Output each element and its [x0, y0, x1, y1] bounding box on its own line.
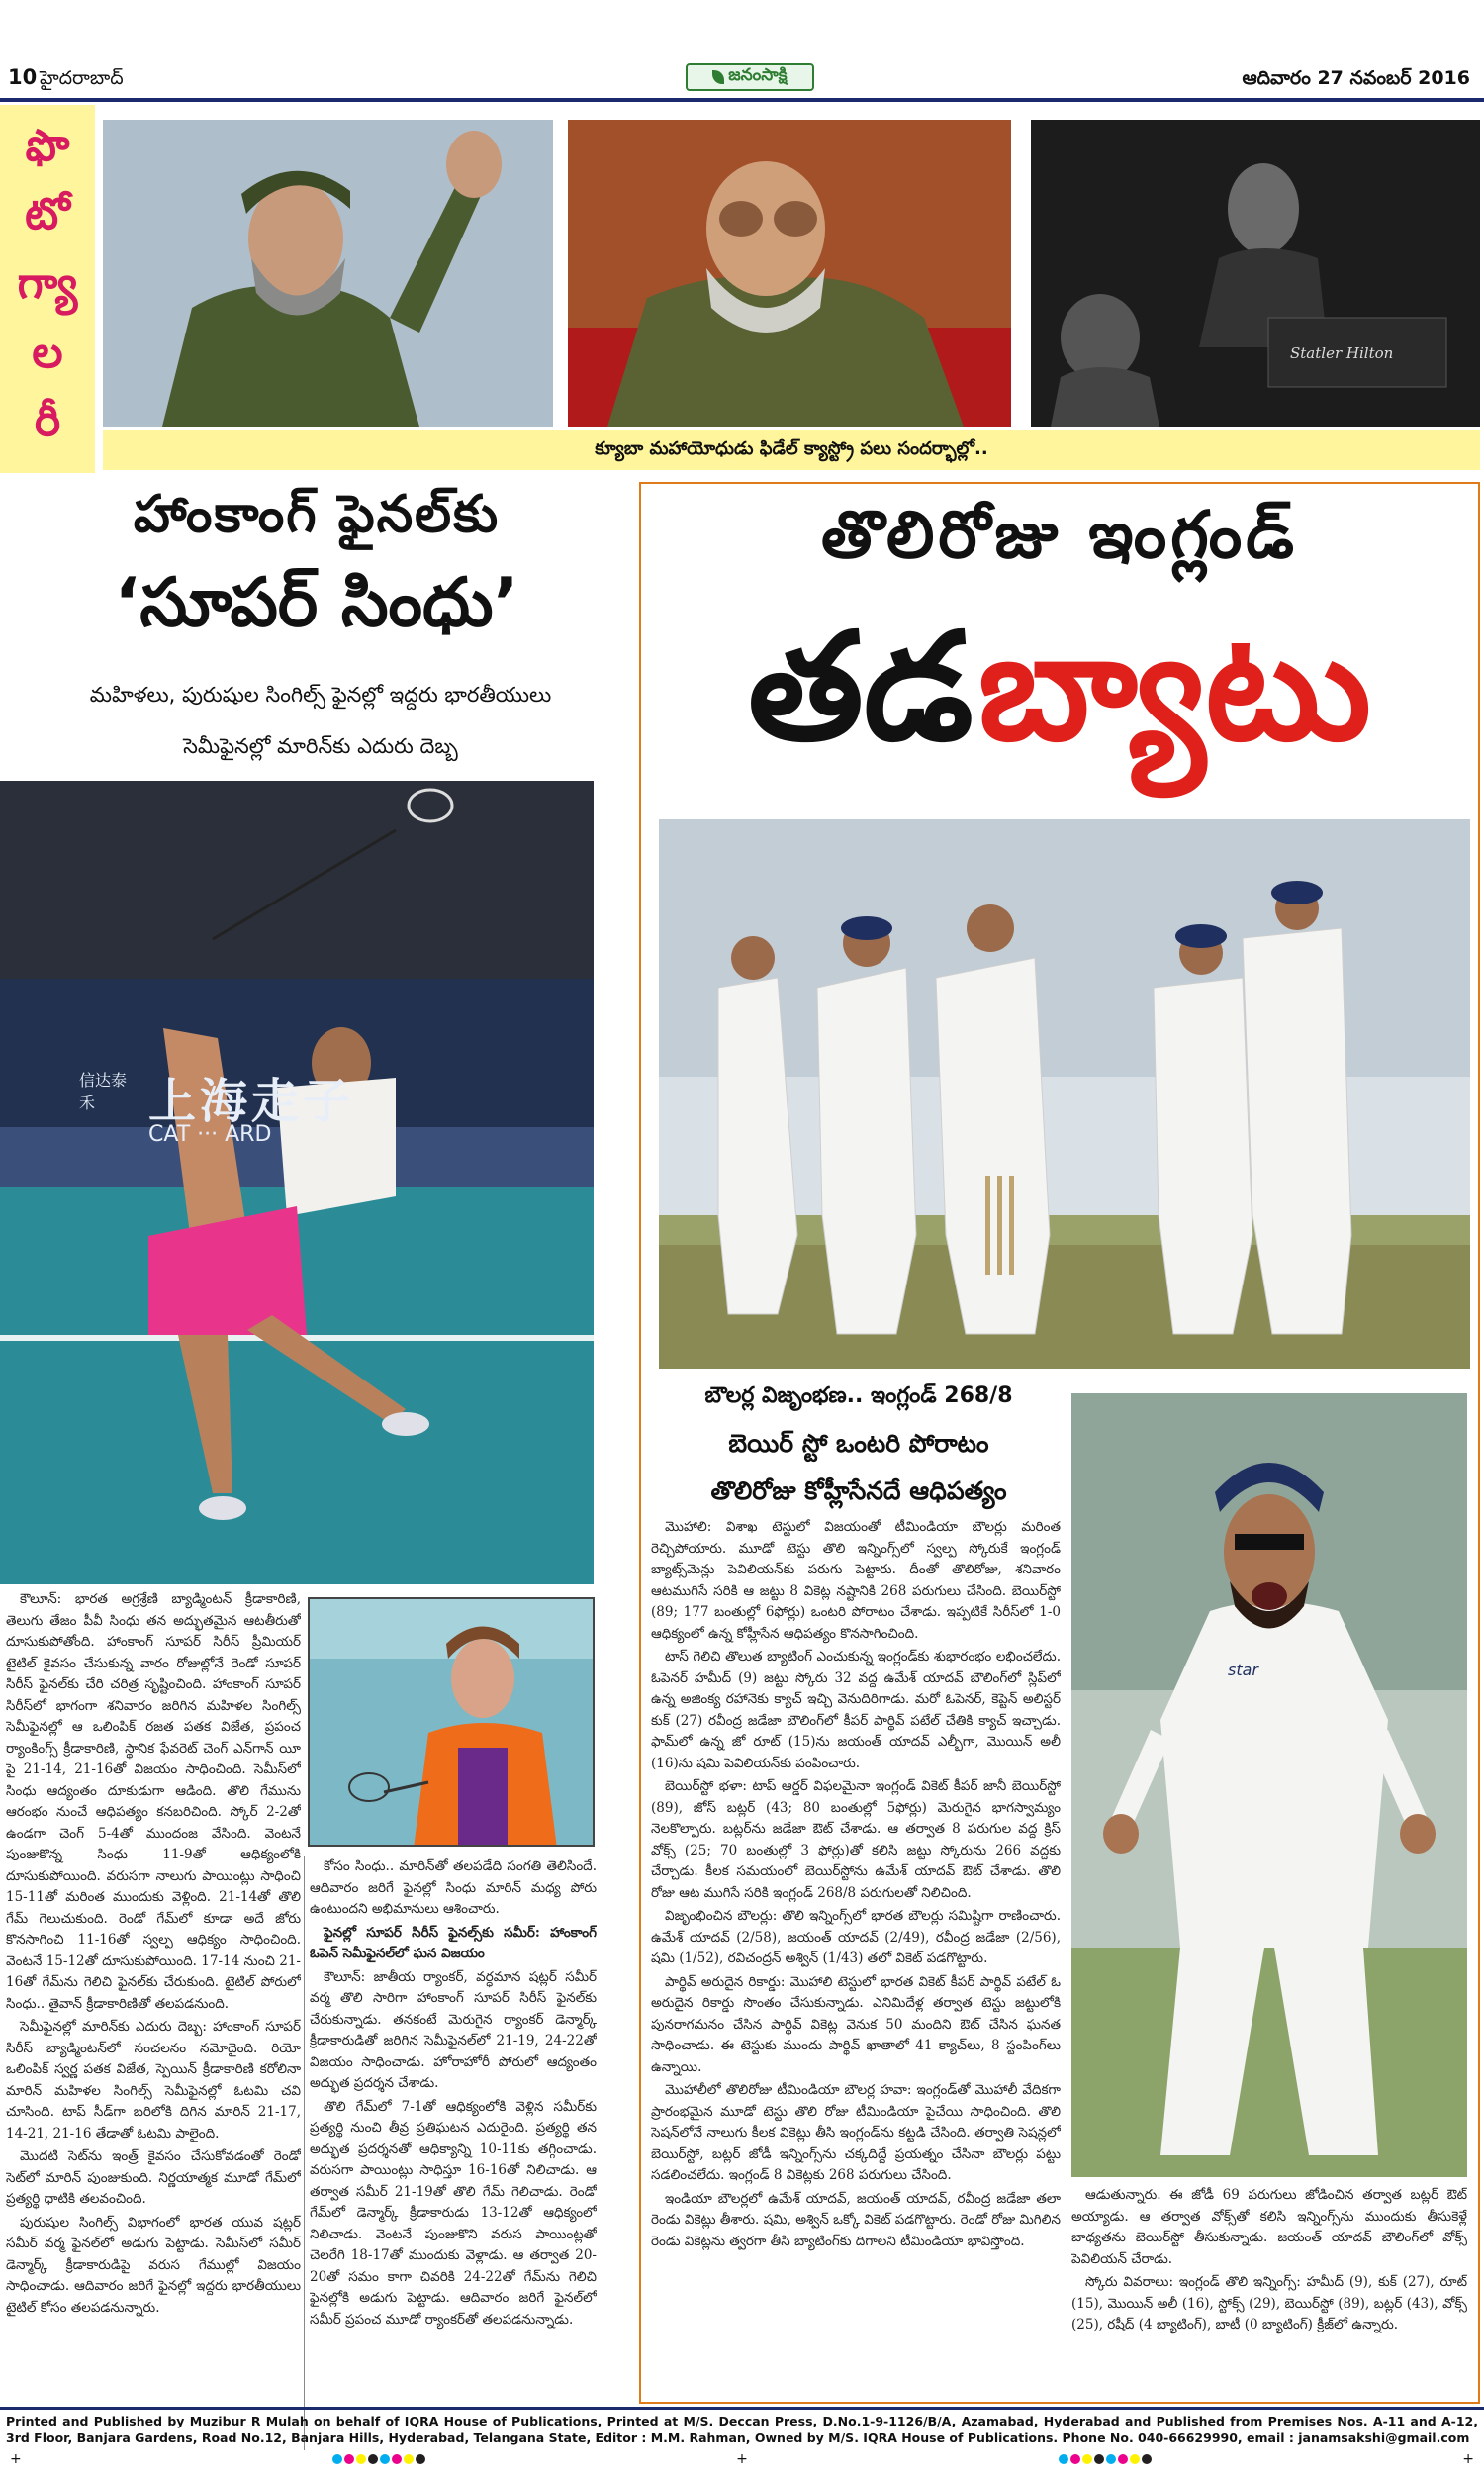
- gallery-label-char: ల: [32, 327, 63, 378]
- kohli-celebration-photo: [1071, 1393, 1467, 2177]
- article-paragraph: పురుషుల సింగిల్స్ విభాగంలో భారత యువ షట్లర్ సమీర్ వర్మ ఫైనల్‌లో అడుగు పెట్టాడు. సెమీస్‌లో సమీర్ డెన్మార్క్ క్రీడాకారుడిపై వరుస గేముల్లో విజయం సాధించాడు. ఆదివారం జరిగే ఫైనల్లో ఇద్దరు భారతీయులు టైటిల్ కోసం తలపడనున్నారు.: [6, 2214, 301, 2316]
- article-paragraph: కౌలూన్: జాతీయ ర్యాంకర్, వర్ధమాన షట్లర్ సమీర్ వర్మ తొలి సారిగా హాంకాంగ్ సూపర్ సిరీస్ ఫైనల్‌కు చేరుకున్నాడు. తనకంటే మెరుగైన ర్యాంకర్ డెన్మార్క్ క్రీడాకారుడితో జరిగిన సెమీఫైనల్‌లో 21-19, 24-22తో విజయం సాధించాడు. హోరాహోరీ పోరులో ఆద్యంతం అద్భుత ప్రదర్శన చేశాడు.: [310, 1968, 597, 2091]
- sindhu-photo: [0, 781, 594, 1584]
- jersey-sponsor-text: star: [1228, 1661, 1258, 1679]
- page-header: [0, 61, 1484, 97]
- article-paragraph: బెయిర్‌స్టో భళా: టాప్ ఆర్డర్ విఫలమైనా ఇంగ్లండ్ వికెట్ కీపర్ జానీ బెయిర్‌స్టో (89), జోస్ బట్లర్ (43; 80 బంతుల్లో 5ఫోర్లు) మెరుగైన భాగస్వామ్యం నెలకొల్పారు. బట్లర్‌ను జడేజా ఔట్ చేశాడు. ఆ తర్వాత 8 పరుగుల వద్ద క్రిస్ వోక్స్ (25; 70 బంతుల్లో 3 ఫోర్లు)తో కలిసి జట్టు స్కోరును 266 వద్దకు చేర్చాడు. కీలక సమయంలో బెయిర్‌స్టోను ఉమేశ్ యాదవ్ ఔట్ చేశాడు. తొలి రోజు ఆట ముగిసే సరికి ఇంగ్లండ్ 268/8 పరుగులతో నిలిచింది.: [651, 1778, 1061, 1901]
- india-team-celebration-photo: [659, 819, 1470, 1369]
- article-paragraph: మొహాలి: విశాఖ టెస్టులో విజయంతో టీమిండియా బౌలర్లు మరింత రెచ్చిపోయారు. మూడో టెస్టు తొలి ఇన్నింగ్స్‌లో స్వల్ప స్కోరుకే ఇంగ్లండ్ బ్యాట్స్‌మెన్లు పెవిలియన్‌కు పరుగు పెట్టారు. దీంతో తొలిరోజు, శనివారం ఆటముగిసే సరికి ఆ జట్టు 8 వికెట్ల నష్టానికి 268 పరుగులు చేసింది. బెయిర్‌స్టో (89; 177 బంతుల్లో 6ఫోర్లు) ఒంటరి పోరాటం చేశాడు. ఇప్పటికే సిరీస్‌లో 1-0 ఆధిక్యంలో ఉన్న కోహ్లీసేన ఆధిపత్యం కొనసాగించింది.: [651, 1519, 1061, 1642]
- right-story-narrow: [1071, 2185, 1467, 2398]
- article-paragraph: ఇండియా బౌలర్లలో ఉమేశ్ యాదవ్, జయంత్ యాదవ్, రవీంద్ర జడేజా తలా రెండు వికెట్లు తీశారు. షమి, అశ్విన్ ఒక్కో వికెట్ పడగొట్టారు. రెండో రోజు మిగిలిన రెండు వికెట్లను త్వరగా తీసి బ్యాటింగ్‌కు దిగాలని టీమిండియా భావిస్తోంది.: [651, 2190, 1061, 2249]
- color-swatch-strip: [332, 2454, 425, 2464]
- right-deck-1: బౌలర్ల విజృంభణ.. ఇంగ్లండ్ 268/8: [704, 1383, 1013, 1408]
- left-headline-2: ‘సూపర్ సింధు’: [114, 564, 519, 642]
- article-paragraph: మొహాలీలో తొలిరోజు టీమిండియా బౌలర్ల హవా: ఇంగ్లండ్‌తో మొహాలీ వేదికగా ప్రారంభమైన మూడో టెస్టు తొలి రోజు టీమిండియా పైచేయి సాధించింది. తొలి సెషన్‌లోనే నాలుగు కీలక వికెట్లు తీసి ఇంగ్లండ్‌ను కట్టడి చేసింది. తర్వాతి సెషన్లలో బెయిర్‌స్టో, బట్లర్ జోడీ ఇన్నింగ్స్‌ను చక్కదిద్దే ప్రయత్నం చేసినా బౌలర్లు పట్టు సడలించలేదు. ఇంగ్లండ్ 8 వికెట్లకు 268 పరుగులు చేసింది.: [651, 2082, 1061, 2183]
- leaf-icon: [712, 70, 724, 84]
- color-swatch-strip: [1059, 2454, 1152, 2464]
- article-paragraph: ఆడుతున్నారు. ఈ జోడీ 69 పరుగులు జోడించిన తర్వాత బట్లర్ ఔట్ అయ్యాడు. ఆ తర్వాత వోక్స్‌తో కలిసి ఇన్నింగ్స్‌ను ముందుకు తీసుకెళ్లే బాధ్యతను బెయిర్‌స్టో తీసుకున్నాడు. జయంత్ యాదవ్ బౌలింగ్‌లో వోక్స్ పెవిలియన్ చేరాడు.: [1071, 2187, 1467, 2267]
- article-paragraph: పార్థివ్ అరుదైన రికార్డు: మొహాలి టెస్టులో భారత వికెట్ కీపర్ పార్థివ్ పటేల్ ఓ అరుదైన రికార్డు సొంతం చేసుకున్నాడు. ఎనిమిదేళ్ల తర్వాత టెస్టు జట్టులోకి పునరాగమనం చేసిన పార్థివ్ వికెట్ల వెనుక 50 మందిని ఔట్ చేసిన ఘనత సాధించాడు. ఈ టెస్టుకు ముందు పార్థివ్ ఖాతాలో 41 క్యాచ్‌లు, 8 స్టంపింగ్‌లు ఉన్నాయి.: [651, 1973, 1061, 2075]
- header-rule: [0, 98, 1484, 102]
- gallery-label-char: టో: [25, 189, 70, 240]
- marin-photo: [308, 1597, 595, 1847]
- gallery-caption: క్యూబా మహాయోధుడు ఫిడేల్ క్యాస్ట్రో పలు సందర్భాల్లో..: [595, 437, 988, 459]
- left-subhead-2: సెమీఫైనల్లో మారిన్‌కు ఎదురు దెబ్బ: [183, 734, 458, 758]
- left-story-column-1: [6, 1589, 301, 2450]
- article-paragraph: ఫైనల్లో సూపర్ సిరీస్ ఫైనల్స్‌కు సమీర్: హాంకాంగ్ ఓపెన్ సెమీఫైనల్‌లో ఘన విజయం: [310, 1924, 597, 1961]
- masthead-logo: [686, 63, 814, 91]
- edition-label: హైదరాబాద్: [40, 67, 124, 89]
- gallery-label-char: గ్యా: [17, 257, 78, 309]
- left-subhead-1: మహిళలు, పురుషుల సింగిల్స్ ఫైనల్లో ఇద్దరు భారతీయులు: [89, 683, 552, 707]
- gallery-photo-castro-waving: [103, 120, 553, 427]
- footer-rule: [0, 2407, 1484, 2410]
- banner-text-small: CAT ··· ARD: [148, 1122, 272, 1147]
- marin-illustration: [310, 1599, 595, 1847]
- headline-red-word: బ్యాటు: [977, 602, 1371, 774]
- team-celebration-illustration: [659, 819, 1470, 1369]
- right-deck-2: బెయిర్ స్టో ఒంటరి పోరాటం: [728, 1429, 989, 1458]
- headline-black-word: తడ: [748, 602, 974, 774]
- podium-inscription: Statler Hilton: [1290, 344, 1394, 362]
- castro-podium-illustration: [1031, 120, 1480, 427]
- gallery-section: [0, 105, 1484, 473]
- castro-gesture-illustration: [568, 120, 1011, 427]
- page-number: 10: [8, 65, 38, 89]
- left-column-divider: [304, 1856, 305, 2450]
- kohli-illustration: [1071, 1393, 1467, 2177]
- gallery-label: [0, 105, 95, 473]
- gallery-photo-castro-gesture: [568, 120, 1011, 427]
- registration-mark-icon: +: [736, 2451, 748, 2467]
- registration-mark-icon: +: [10, 2451, 22, 2467]
- left-headline-1: హాంకాంగ్ ఫైనల్‌కు: [133, 485, 501, 544]
- right-story-body: [651, 1517, 1061, 2398]
- right-deck-3: తొలిరోజు కోహ్లీసేనదే ఆధిపత్యం: [710, 1476, 1007, 1505]
- footer-imprint: Printed and Published by Muzibur R Mulah on behalf of IQRA House of Publications, Printed at M/S. Deccan Press, D.No.1-9-1126/B/A, Azamabad, Hyderabad and Published from Premises Nos. A-11 and A-12, 3rd Floor, Banjara Gardens, Road No.12, Banjara Hills, Hyderabad, Telangana State, Editor : M.M. Rahman, Owned by M/S. IQRA House of Publications. Phone No. 040-66629990, email : janamsakshi@gmail.com: [6, 2414, 1478, 2445]
- article-paragraph: టాస్ గెలిచి తొలుత బ్యాటింగ్ ఎంచుకున్న ఇంగ్లండ్‌కు శుభారంభం లభించలేదు. ఓపెనర్ హమీద్ (9) జట్టు స్కోరు 32 వద్ద ఉమేశ్ యాదవ్ బౌలింగ్‌లో స్లిప్‌లో ఉన్న అజింక్య రహానెకు క్యాచ్ ఇచ్చి వెనుదిరిగాడు. మరో ఓపెనర్, కెప్టెన్ అలిస్టర్ కుక్ (27) రవీంద్ర జడేజా బౌలింగ్‌లో కీపర్ పార్థివ్ పటేల్ చేతికి క్యాచ్ ఇచ్చాడు. ఫామ్‌లో ఉన్న జో రూట్ (15)ను జయంత్ యాదవ్ ఎల్బీగా, మొయిన్ అలీ (16)ను షమి పెవిలియన్‌కు పంపించారు.: [651, 1649, 1061, 1771]
- banner-logo-text: 信达泰禾: [79, 1071, 128, 1112]
- right-headline-big: [643, 602, 1476, 810]
- article-paragraph: విజృంభించిన బౌలర్లు: తొలి ఇన్నింగ్స్‌లో భారత బౌలర్లు సమిష్టిగా రాణించారు. ఉమేశ్ యాదవ్ (2/58), జయంత్ యాదవ్ (2/49), రవీంద్ర జడేజా (2/56), షమి (1/52), రవిచంద్రన్ అశ్విన్ (1/43) తలో వికెట్ పడగొట్టారు.: [651, 1908, 1061, 1966]
- color-registration-bar: [0, 2452, 1484, 2466]
- left-story-column-2: [310, 1856, 597, 2450]
- right-headline-top: తొలిరోజు ఇంగ్లండ్: [820, 497, 1299, 573]
- article-paragraph: మొదటి సెట్‌ను ఇంత్ర్ కైవసం చేసుకోవడంతో రెండో సెట్‌లో మారిన్ పుంజుకుంది. నిర్ణయాత్మక మూడో గేమ్‌లో ప్రత్యర్థి ధాటికి తలవంచింది.: [6, 2148, 301, 2207]
- gallery-photo-castro-podium: [1031, 120, 1480, 427]
- article-paragraph: తొలి గేమ్‌లో 7-1తో ఆధిక్యంలోకి వెళ్లిన సమీర్‌కు ప్రత్యర్థి నుంచి తీవ్ర ప్రతిఘటన ఎదురైంది. ప్రత్యర్థి తన అద్భుత ప్రదర్శనతో ఆధిక్యాన్ని 10-11కు తగ్గించాడు. వరుసగా పాయింట్లు సాధిస్తూ 16-16తో నిలిచాడు. ఆ తర్వాత సమీర్ 21-19తో తొలి గేమ్ గెలిచాడు. రెండో గేమ్‌లో డెన్మార్క్ క్రీడాకారుడు 13-12తో ఆధిక్యంలో నిలిచాడు. వెంటనే పుంజుకొని వరుస పాయింట్లతో చెలరేగి 18-17తో ముందుకు వెళ్లాడు. ఆ తర్వాత 20-20తో సమం కాగా చివరికి 24-22తో గేమ్‌ను గెలిచి ఫైనల్లోకి అడుగు పెట్టాడు. ఆదివారం జరిగే ఫైనల్‌లో సమీర్ ప్రపంచ మూడో ర్యాంకర్‌తో తలపడనున్నాడు.: [310, 2098, 597, 2328]
- article-paragraph: కౌలూన్: భారత అగ్రశ్రేణి బ్యాడ్మింటన్ క్రీడాకారిణి, తెలుగు తేజం పీవీ సింధు తన అద్భుతమైన ఆటతీరుతో దూసుకుపోతోంది. హాంకాంగ్ సూపర్ సిరీస్ ప్రీమియర్ టైటిల్ కైవసం చేసుకున్న వారం రోజుల్లోనే రెండో సూపర్ సిరీస్ ఫైనల్‌కు చేరి చరిత్ర సృష్టించింది. హాంకాంగ్ సూపర్ సిరీస్‌లో భాగంగా శనివారం జరిగిన మహిళల సింగిల్స్ సెమీఫైనల్లో ఆ ఒలింపిక్ రజత పతక విజేత, ప్రపంచ ర్యాంకింగ్స్ క్రీడాకారిణి, స్థానిక ఫేవరెట్ చెంగ్ ఎన్‌గాన్ యీ పై 21-14, 21-16తో విజయం సాధించింది. సెమీస్‌లో సింధు ఆద్యంతం దూకుడుగా ఆడింది. తొలి గేమును ఆరంభం నుంచే ఆధిపత్యం కనబరిచింది. స్కోర్ 2-2తో ఉండగా చెంగ్ 5-4తో ముందంజ వేసింది. వెంటనే పుంజుకొన్న సింధు 11-9తో ఆధిక్యంలోకి దూసుకుపోయింది. వరుసగా నాలుగు పాయింట్లు సాధించి 15-11తో మరింత ముందుకు వెళ్లింది. 21-14తో తొలి గేమ్ గెలుచుకుంది. రెండో గేమ్‌లో కూడా అదే జోరు కొనసాగించి 11-16తో స్వల్ప ఆధిక్యం సాధించింది. వెంటనే 15-12తో దూసుకుపోయింది. 17-14 నుంచి 21-16తో గేమ్‌ను గెలిచి ఫైనల్‌కు చేరుకుంది. టైటిల్ పోరులో సింధు.. తైవాన్ క్రీడాకారిణితో తలపడనుంది.: [6, 1591, 301, 2012]
- header-date: ఆదివారం 27 నవంబర్ 2016: [1242, 67, 1470, 89]
- gallery-caption-bar: [103, 430, 1480, 470]
- article-paragraph: స్కోరు వివరాలు: ఇంగ్లండ్ తొలి ఇన్నింగ్స్: హమీద్ (9), కుక్ (27), రూట్ (15), మొయిన్ అలీ (16), స్టోక్స్ (29), బెయిర్‌స్టో (89), బట్లర్ (43), వోక్స్ (25), రషీద్ (4 బ్యాటింగ్), బాటీ (0 బ్యాటింగ్) క్రీజ్‌లో ఉన్నారు.: [1071, 2274, 1467, 2332]
- article-paragraph: సెమీఫైనల్లో మారిన్‌కు ఎదురు దెబ్బ: హాంకాంగ్ సూపర్ సిరీస్ బ్యాడ్మింటన్‌లో సంచలనం నమోదైంది. రియో ఒలింపిక్ స్వర్ణ పతక విజేత, స్పెయిన్ క్రీడాకారిణి కరోలినా మారిన్ మహిళల సింగిల్స్ సెమీఫైనల్లో ఓటమి చవి చూసింది. టాప్ సీడ్‌గా బరిలోకి దిగిన మారిన్ 21-17, 14-21, 21-16 తేడాతో ఓటమి పాలైంది.: [6, 2019, 301, 2142]
- registration-mark-icon: +: [1462, 2451, 1474, 2467]
- gallery-label-char: ఫొ: [25, 120, 70, 171]
- article-paragraph: కోసం సింధు.. మారిన్‌తో తలపడేది సంగతి తెలిసిందే. ఆదివారం జరిగే ఫైనల్లో సింధు మారిన్ మధ్య పోరు ఉంటుందని అభిమానులు ఆశించారు.: [310, 1858, 597, 1917]
- masthead-title: జనంసాక్షి: [728, 65, 788, 85]
- gallery-label-char: రీ: [34, 396, 61, 447]
- sindhu-illustration: [0, 781, 594, 1584]
- banner-text: 上海走子: [148, 1074, 355, 1129]
- castro-figure-illustration: [103, 120, 553, 427]
